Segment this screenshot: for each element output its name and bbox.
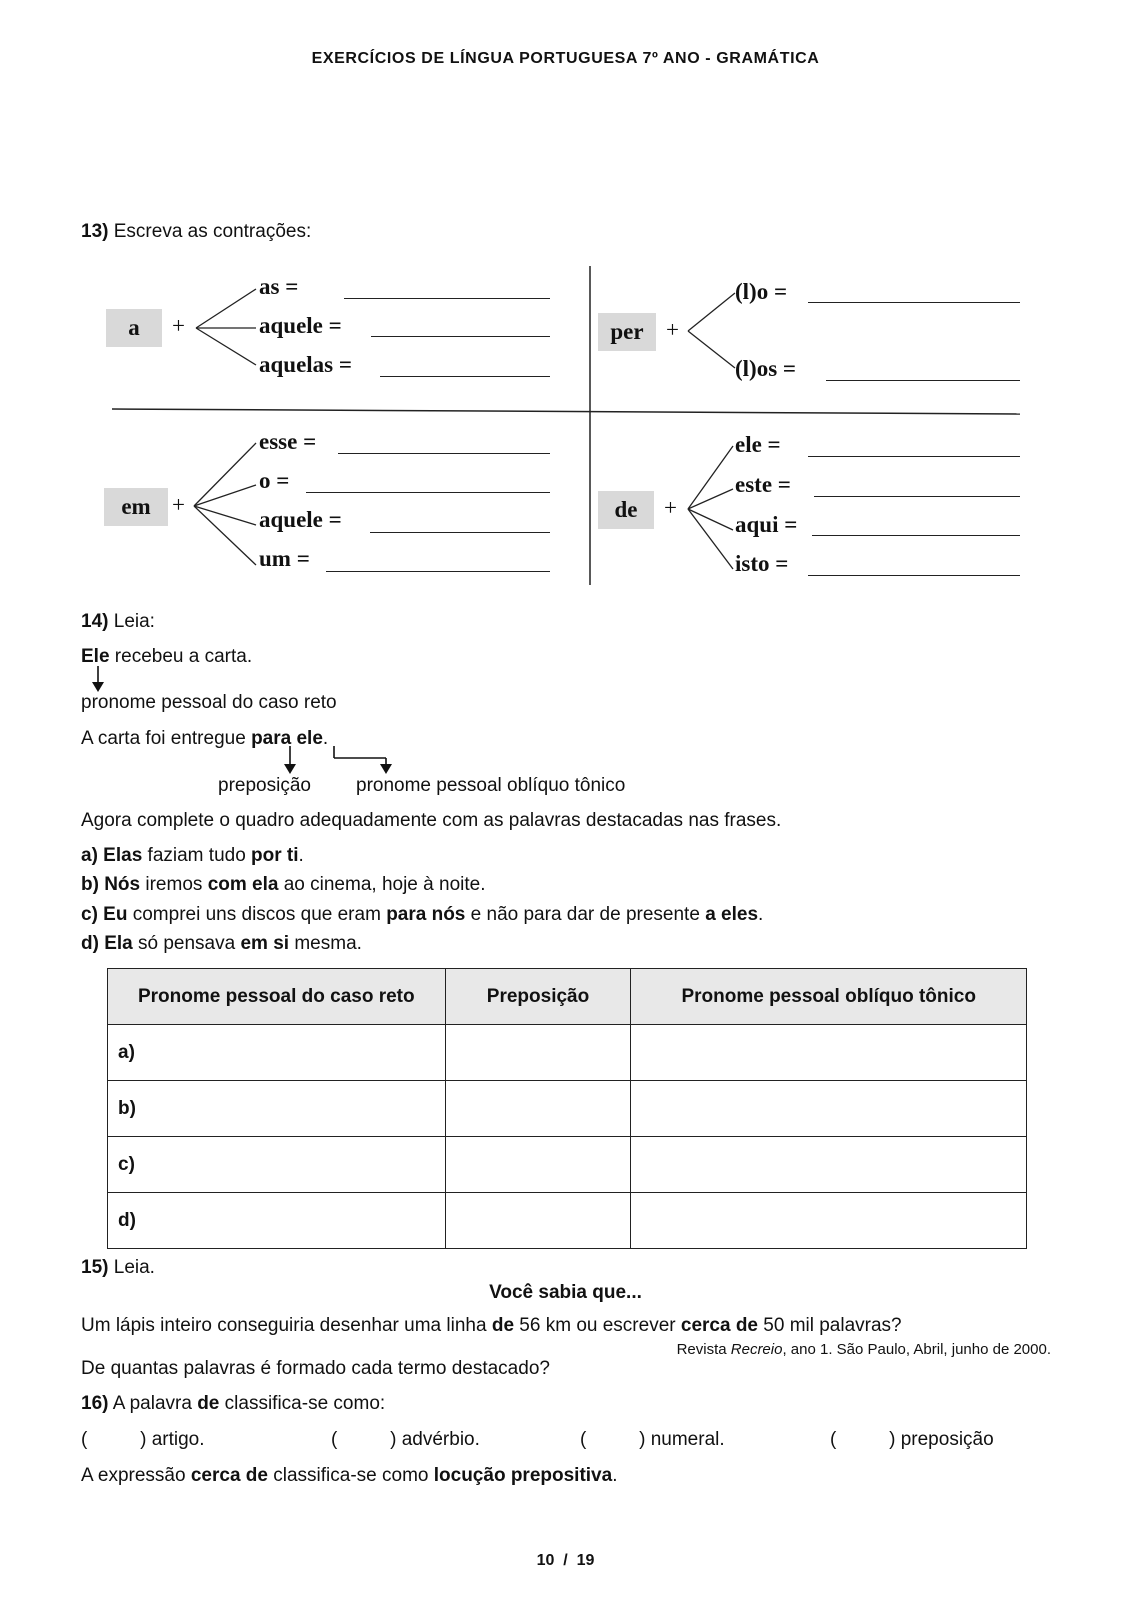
- q14-number: 14): [81, 611, 109, 632]
- table-cell[interactable]: [445, 1137, 631, 1193]
- citation-text: , ano 1. São Paulo, Abril, junho de 2000.: [782, 1341, 1051, 1358]
- plus-sign: +: [664, 495, 677, 520]
- q14-title: [81, 611, 155, 633]
- citation-title: Recreio: [730, 1341, 783, 1358]
- table-row: [108, 1137, 1027, 1193]
- q16-bold: de: [197, 1393, 220, 1414]
- prep-badge-em: em: [104, 488, 168, 526]
- example-bold: ele: [296, 728, 323, 749]
- row-label[interactable]: b): [108, 1081, 446, 1137]
- plus-sign: +: [172, 492, 185, 517]
- sentence-b: [81, 874, 485, 896]
- answer-line[interactable]: [826, 380, 1020, 381]
- page-header: EXERCÍCIOS DE LÍNGUA PORTUGUESA 7º ANO - GRAMÁTICA: [311, 50, 820, 67]
- sentence-bold: d) Ela: [81, 933, 133, 954]
- sentence-bold: b) Nós: [81, 874, 141, 895]
- answer-line[interactable]: [344, 298, 550, 299]
- sentence-text: classifica-se como: [267, 1465, 434, 1486]
- table-header-row: [108, 969, 1027, 1025]
- table-header: Pronome pessoal do caso reto: [108, 969, 446, 1025]
- sentence-text: faziam tudo: [142, 845, 252, 866]
- contraction-label: o =: [259, 468, 290, 493]
- table-row: [108, 1193, 1027, 1249]
- contraction-label: aquele =: [259, 313, 342, 338]
- answer-line[interactable]: [808, 456, 1020, 457]
- q16-title: [81, 1393, 385, 1415]
- table-cell[interactable]: [445, 1193, 631, 1249]
- sentence-text: 56 km ou escrever: [514, 1315, 681, 1336]
- sentence-c: [81, 904, 763, 926]
- contraction-label: (l)o =: [735, 279, 788, 304]
- example-sentence-1: [81, 646, 252, 668]
- example-text: .: [322, 728, 329, 749]
- example-text: recebeu a carta.: [109, 646, 253, 667]
- page-number: 10 / 19: [536, 1552, 595, 1569]
- prep-badge-a: a: [106, 309, 162, 347]
- sentence-bold: a) Elas: [81, 845, 143, 866]
- contraction-label: este =: [735, 472, 791, 497]
- citation-text: Revista: [676, 1341, 731, 1358]
- answer-line[interactable]: [371, 336, 550, 337]
- answer-line[interactable]: [380, 376, 550, 377]
- table-header: Pronome pessoal oblíquo tônico: [631, 969, 1027, 1025]
- sentence-bold: com ela: [207, 874, 279, 895]
- prep-badge-de: de: [598, 491, 654, 529]
- answer-line[interactable]: [370, 532, 550, 533]
- q16-text: classifica-se como:: [219, 1393, 386, 1414]
- q13-number: 13): [81, 221, 109, 242]
- contraction-label: aquele =: [259, 507, 342, 532]
- q13-text: Escreva as contrações:: [113, 221, 312, 242]
- sentence-text: .: [612, 1465, 618, 1486]
- q15-sentence: [81, 1315, 902, 1337]
- example-label-1: pronome pessoal do caso reto: [81, 692, 337, 713]
- sentence-bold: c) Eu: [81, 904, 128, 925]
- example-bold: Ele: [81, 646, 110, 667]
- sentence-text: .: [298, 845, 304, 866]
- sentence-text: mesma.: [289, 933, 362, 954]
- plus-sign: +: [172, 313, 185, 338]
- table-header: Preposição: [445, 969, 631, 1025]
- sentence-text: comprei uns discos que eram: [127, 904, 387, 925]
- contraction-label: ele =: [735, 432, 781, 457]
- sentence-a: [81, 845, 304, 867]
- contraction-label: aquelas =: [259, 352, 352, 377]
- q15-title: [81, 1257, 155, 1279]
- sentence-bold: locução prepositiva: [433, 1465, 613, 1486]
- option-artigo[interactable]: ( ) artigo.: [81, 1429, 205, 1450]
- sentence-bold: por ti: [251, 845, 299, 866]
- table-row: [108, 1081, 1027, 1137]
- sentence-bold: em si: [240, 933, 290, 954]
- sentence-text: 50 mil palavras?: [758, 1315, 902, 1336]
- q14-text: Leia:: [113, 611, 155, 632]
- plus-sign: +: [666, 317, 679, 342]
- source-citation: [677, 1341, 1051, 1358]
- contraction-label: aqui =: [735, 512, 798, 537]
- answer-line[interactable]: [814, 496, 1020, 497]
- contraction-label: (l)os =: [735, 356, 797, 381]
- answer-line[interactable]: [338, 453, 550, 454]
- table-cell[interactable]: [631, 1081, 1027, 1137]
- sentence-d: [81, 933, 362, 955]
- q16-number: 16): [81, 1393, 109, 1414]
- option-numeral[interactable]: ( ) numeral.: [580, 1429, 725, 1450]
- answer-line[interactable]: [812, 535, 1020, 536]
- pronoun-table: [107, 968, 1027, 1249]
- contraction-label: um =: [259, 546, 310, 571]
- q16-conclusion: [81, 1465, 617, 1487]
- sentence-bold: cerca de: [190, 1465, 268, 1486]
- q15-text: Leia.: [113, 1257, 155, 1278]
- q16-text: A palavra: [112, 1393, 198, 1414]
- diagram-lines: [0, 0, 1131, 600]
- table-cell[interactable]: [445, 1081, 631, 1137]
- sentence-text: A expressão: [81, 1465, 191, 1486]
- sentence-bold: para nós: [386, 904, 466, 925]
- example-bold: para: [251, 728, 292, 749]
- prep-badge-per: per: [598, 313, 656, 351]
- q15-number: 15): [81, 1257, 109, 1278]
- table-row: [108, 1025, 1027, 1081]
- answer-line[interactable]: [326, 571, 550, 572]
- sentence-bold: de: [491, 1315, 515, 1336]
- sentence-text: só pensava: [132, 933, 241, 954]
- table-cell[interactable]: [631, 1137, 1027, 1193]
- arrow-down-icon: [88, 666, 108, 694]
- contraction-label: as =: [259, 274, 299, 299]
- sentence-text: ao cinema, hoje à noite.: [278, 874, 486, 895]
- sentence-text: .: [758, 904, 764, 925]
- q15-question: De quantas palavras é formado cada termo destacado?: [81, 1358, 550, 1379]
- sentence-bold: a eles: [705, 904, 759, 925]
- label-preposicao: preposição: [218, 775, 311, 796]
- table-cell[interactable]: [631, 1193, 1027, 1249]
- answer-line[interactable]: [306, 492, 550, 493]
- example-text: A carta foi entregue: [81, 728, 252, 749]
- text-title: Você sabia que...: [489, 1282, 642, 1303]
- answer-line[interactable]: [808, 302, 1020, 303]
- contraction-label: esse =: [259, 429, 317, 454]
- row-label[interactable]: a): [108, 1025, 446, 1081]
- row-label[interactable]: c): [108, 1137, 446, 1193]
- sentence-bold: cerca de: [680, 1315, 758, 1336]
- row-label[interactable]: d): [108, 1193, 446, 1249]
- option-adverbio[interactable]: ( ) advérbio.: [331, 1429, 480, 1450]
- label-obliquo: pronome pessoal oblíquo tônico: [356, 775, 626, 796]
- contractions-diagram: [0, 0, 1131, 600]
- answer-line[interactable]: [808, 575, 1020, 576]
- sentence-text: Um lápis inteiro conseguiria desenhar uma linha: [81, 1315, 492, 1336]
- table-cell[interactable]: [445, 1025, 631, 1081]
- q14-instruction: Agora complete o quadro adequadamente com as palavras destacadas nas frases.: [81, 810, 782, 831]
- contraction-label: isto =: [735, 551, 789, 576]
- sentence-text: e não para dar de presente: [465, 904, 706, 925]
- table-cell[interactable]: [631, 1025, 1027, 1081]
- sentence-text: iremos: [140, 874, 208, 895]
- option-preposicao[interactable]: ( ) preposição: [830, 1429, 994, 1450]
